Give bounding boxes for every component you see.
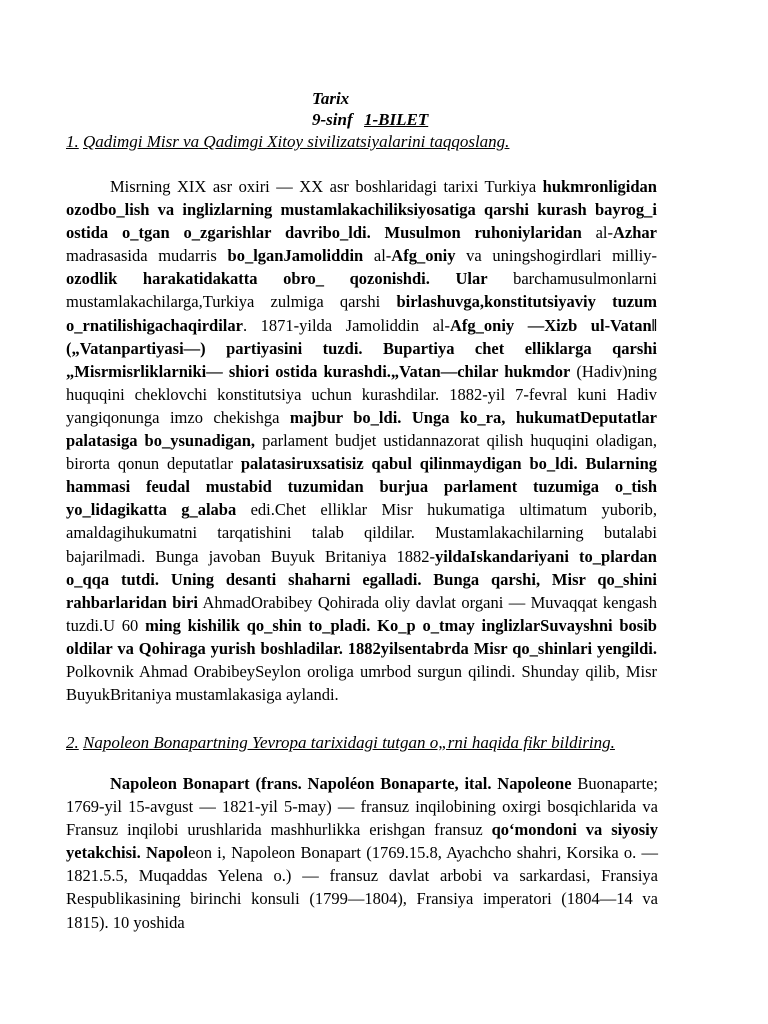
text-run: barchamusulmonlarni mustamlakachilarga,Turkiya zulmiga qarshi — [66, 269, 657, 312]
subject-label: Tarix — [312, 89, 350, 108]
text-run: . 1871-yilda Jamoliddin al- — [242, 315, 450, 335]
text-run: Buonaparte; 1769-yil 15-avgust — 1821-yil 5-may) — fransuz inqilobining oxirgi bosqichlarida va Fransuz inqilobi urushlarida mashhurlikka erishgan fransuz — [66, 774, 659, 840]
text-run: (Hadiv)ning huquqini cheklovchi konstitutsiya uchun kurashdilar. 1882-yil 7-fevral kuni Hadiv yangiqonunga imzo chekishga — [66, 361, 658, 427]
question-2 — [66, 733, 702, 753]
text-run: madrasasida mudarris — [66, 246, 228, 266]
text-run: Misrning XIX asr oxiri — XX asr boshlaridagi tarixi Turkiya — [110, 177, 543, 196]
question-1 — [66, 132, 702, 152]
text-run: majbur bo_ldi. Unga ko_ra, hukumatDeputatlar palatasiga bo_ysunadigan, — [66, 407, 658, 451]
text-run: AhmadOrabibey Qohirada oliy davlat organi — Muvaqqat kengash tuzdi.U 60 — [66, 592, 657, 635]
question-1-number: 1. — [66, 132, 79, 151]
question-2-number: 2. — [66, 733, 79, 752]
text-run: Napoleon Bonapart (frans. Napoléon Bonaparte, ital. Napoleone — [110, 774, 572, 793]
text-run: Afg_oniy — [391, 246, 456, 266]
text-run: hukmronligidan ozodbo_lish va inglizlarning mustamlakachiliksiyosatiga qarshi kurash bayrog_i ostida o_tgan o_zgarishlar davribo_ldi. Musulmon ruhoniylaridan — [66, 177, 657, 243]
answer-1-paragraph — [66, 175, 657, 706]
grade-label: 9-sinf — [312, 110, 353, 129]
text-run: ozodlik harakatidakatta obro_ qozonishdi. Ular — [66, 269, 488, 289]
text-run: ming kishilik qo_shin to_pladi. Ko_p o_tmay inglizlarSuvayshni bosib oldilar va Qohiraga yurish boshladilar. 1882yilsentabrda Misr qo_shinlari yengildi. — [66, 615, 657, 658]
text-run: edi.Chet elliklar Misr hukumatiga ultimatum yuborib, amaldagihukumatni tarqatishini talab qildilar. Mustamlakachilarning butalabi bajarilmadi. Bunga javoban Buyuk Britaniya 1882- — [66, 500, 657, 566]
text-run: palatasiruxsatisiz qabul qilinmaydigan bo_ldi. Bularning hammasi feudal mustabid tuzumidan burjua parlament tuzumiga o_tish yo_lidagikatta g_alaba — [66, 454, 657, 520]
ticket-label: 1-BILET — [364, 110, 429, 129]
text-run: Afg_oniy —Xizb ul-Vatan‖ („Vatanpartiyasi—) partiyasini tuzdi. Bupartiya chet elliklarga qarshi „Misrmisrliklarniki— shiori ostida kurashdi.„Vatan—chilar hukmdor — [66, 315, 657, 381]
text-run: parlament budjet ustidannazorat qilish huquqini oladigan, birorta qonun deputatlar — [66, 431, 657, 474]
text-run: va uningshogirdlari milliy- — [455, 246, 657, 266]
text-run: bo_lganJamoliddin — [227, 246, 364, 266]
question-1-text: Qadimgi Misr va Qadimgi Xitoy sivilizatsiyalarini taqqoslang. — [83, 132, 510, 151]
text-run: yildaIskandariyani to_plardan o_qqa tutdi. Uning desanti shaharni egalladi. Bunga qarshi, Misr qo_shini rahbarlaridan biri — [66, 546, 657, 612]
text-run: eon i, Napoleon Bonapart (1769.15.8, Ayachcho shahri, Korsika o. — 1821.5.5, Muqaddas Yelena o.) — fransuz davlat arbobi va sarkardasi, Fransiya Respublikasining birinchi konsuli (1799—1804), Fransiya imperatori (1804—14 va 1815). 10 yoshida — [66, 843, 658, 932]
text-run: al- — [363, 246, 392, 266]
text-run: qoʻmondoni va siyosiy yetakchisi. Napol — [66, 820, 658, 863]
text-run: Polkovnik Ahmad OrabibeySeylon oroliga umrbod surgun qilindi. Shunday qilib, Misr BuyukBritaniya mustamlakasiga aylandi. — [66, 661, 657, 705]
text-run: al- — [581, 223, 614, 243]
answer-2-paragraph — [66, 772, 658, 934]
text-run: birlashuvga,konstitutsiyaviy tuzum o_rnatilishigachaqirdilar — [66, 292, 657, 335]
question-2-text: Napoleon Bonapartning Yevropa tarixidagi tutgan o„rni haqida fikr bildiring. — [83, 733, 615, 752]
text-run: Azhar — [613, 223, 658, 243]
